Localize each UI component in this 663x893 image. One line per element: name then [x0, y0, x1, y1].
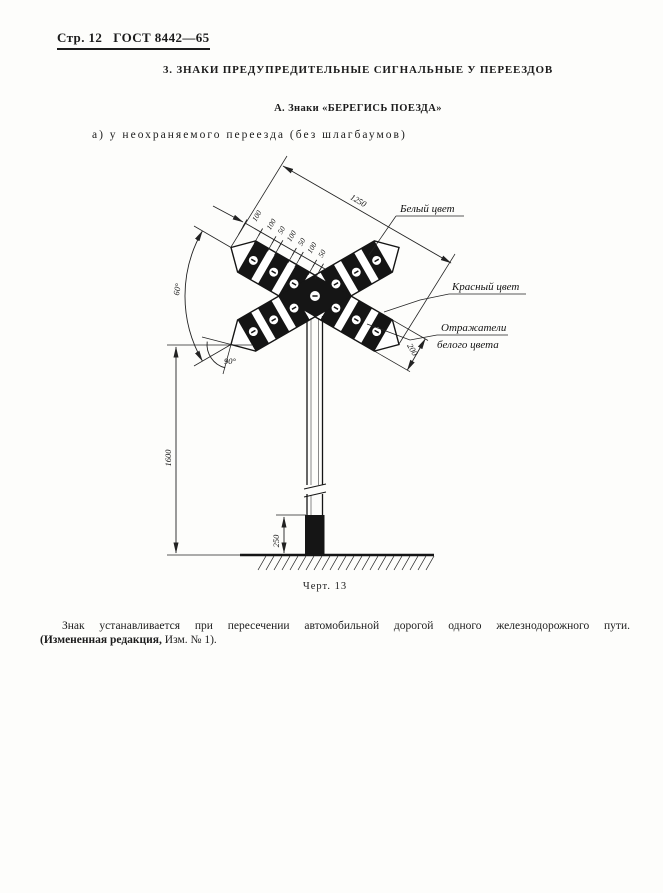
section-title: 3. ЗНАКИ ПРЕДУПРЕДИТЕЛЬНЫЕ СИГНАЛЬНЫЕ У ПЕРЕЕЗДОВ — [162, 64, 554, 76]
crossbuck-sign-drawing — [130, 150, 655, 610]
reflectors-label-line2: белого цвета — [437, 339, 499, 351]
chain-dim-label: 100 — [284, 228, 299, 244]
callout-red-color — [384, 281, 526, 312]
page-number-label: Стр. 12 — [57, 30, 103, 45]
dim-mounting-height-label: 1600 — [163, 449, 173, 467]
dim-board-width-label: 200 — [405, 341, 421, 358]
dim-board-length-label: 1250 — [348, 191, 369, 209]
page-header — [57, 30, 210, 46]
chain-dim-label: 100 — [249, 208, 264, 223]
amendment-note-regular: Изм. № 1). — [161, 634, 217, 646]
variant-label: а) у неохраняемого переезда (без шлагбаумов) — [92, 129, 407, 141]
figure-caption: Черт. 13 — [302, 581, 348, 592]
dim-angle-60-label: 60° — [170, 282, 184, 297]
reflector-center — [310, 291, 321, 302]
chain-dim-label: 100 — [264, 217, 278, 232]
dim-mounting-height — [163, 345, 252, 555]
amendment-note — [40, 633, 217, 647]
chain-dim-label: 100 — [305, 240, 319, 255]
ground-hatching — [258, 556, 434, 570]
pole-base-black — [305, 515, 325, 555]
body-sentence: Знак устанавливается при пересечении автомобильной дорогой одного железнодорожного пути. — [62, 620, 630, 632]
white-color-label: Белый цвет — [400, 203, 455, 215]
dim-angle-90-label: 90° — [224, 356, 236, 366]
document-number: ГОСТ 8442—65 — [113, 30, 210, 45]
pole — [304, 316, 326, 516]
reflectors-label-line1: Отражатели — [441, 322, 507, 334]
dim-base-height-label: 250 — [271, 534, 281, 548]
red-color-label: Красный цвет — [452, 281, 520, 293]
chain-dim-label: 50 — [316, 248, 328, 260]
chain-dim-label: 50 — [275, 224, 288, 236]
subsection-title: А. Знаки «БЕРЕГИСЬ ПОЕЗДА» — [274, 103, 442, 114]
chain-dim-label: 50 — [295, 236, 308, 248]
amendment-note-bold: (Измененная редакция, — [40, 634, 162, 646]
dim-base-height — [271, 515, 306, 553]
